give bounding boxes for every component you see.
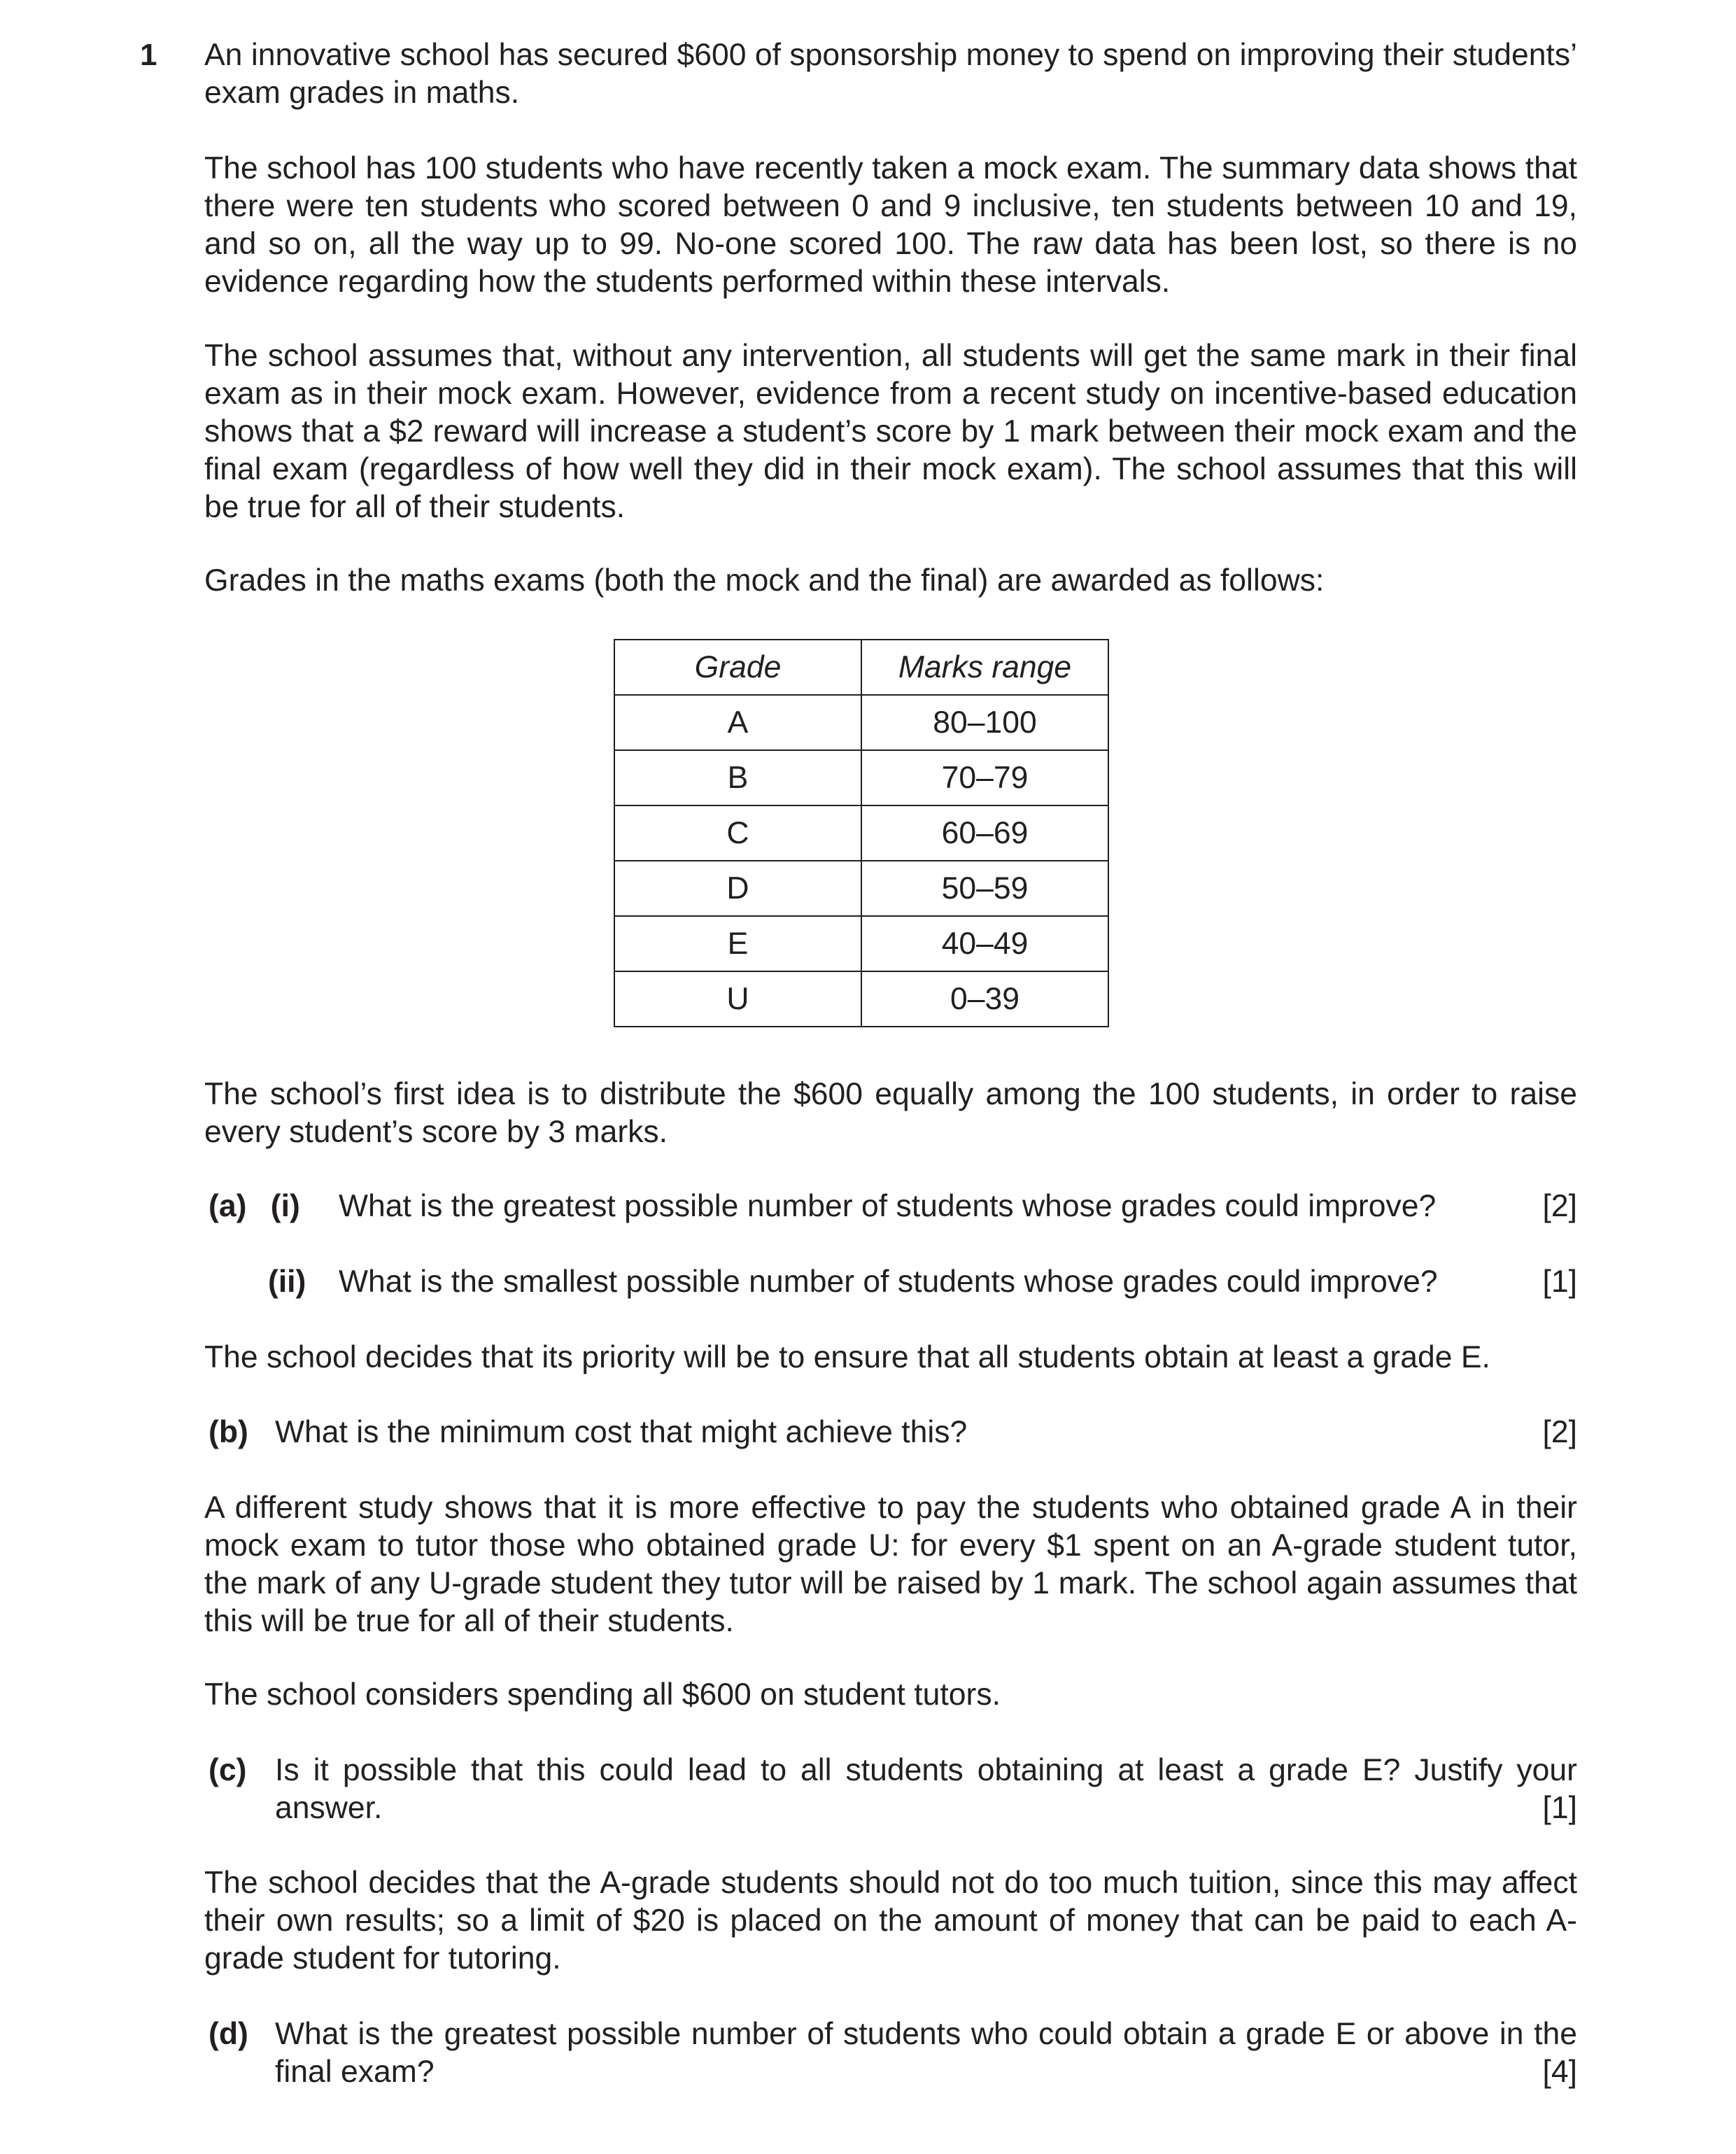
first-idea-paragraph: The school’s first idea is to distribute the $600 equally among the 100 students, in order to raise every student’s score by 3 marks. <box>204 1077 1577 1149</box>
table-row <box>614 750 1108 805</box>
table-row <box>614 971 1108 1027</box>
grade-cell: U <box>614 971 861 1027</box>
table-row <box>614 695 1108 750</box>
grade-cell: D <box>614 861 861 916</box>
mock-exam-paragraph: The school has 100 students who have recently taken a mock exam. The summary data shows that there were ten students who scored between 0 and 9 inclusive, ten students between 10 and 19, and so on, all the way up to 99. No-one scored 100. The raw data has been lost, so there is no evidence regarding how the students performed within these intervals. <box>204 151 1577 299</box>
question-number: 1 <box>140 38 157 72</box>
marks-a-i: [2] <box>1542 1189 1577 1223</box>
grade-cell: A <box>614 695 861 750</box>
subpart-label-ii: (ii) <box>268 1265 306 1299</box>
priority-paragraph: The school decides that its priority will be to ensure that all students obtain at least a grade E. <box>204 1340 1490 1374</box>
question-a-i <box>209 1188 300 1225</box>
grade-table-header-row <box>614 640 1108 695</box>
marks-range-cell: 0–39 <box>861 971 1108 1027</box>
marks-range-cell: 80–100 <box>861 695 1108 750</box>
tutoring-limit-paragraph: The school decides that the A-grade students should not do too much tuition, since this may affect their own results; so a limit of $20 is placed on the amount of money that can be paid to each A-grade student for tutoring. <box>204 1866 1577 1976</box>
grades-intro-paragraph: Grades in the maths exams (both the mock and the final) are awarded as follows: <box>204 563 1325 598</box>
question-a-i-text: What is the greatest possible number of students whose grades could improve? <box>339 1189 1437 1223</box>
grade-table <box>614 639 1109 1027</box>
table-row <box>614 805 1108 861</box>
marks-range-column-header: Marks range <box>861 640 1108 695</box>
part-label-a: (a) <box>209 1189 247 1223</box>
intro-paragraph: An innovative school has secured $600 of sponsorship money to spend on improving their students’ exam grades in maths. <box>204 38 1577 110</box>
part-label-b: (b) <box>209 1415 248 1449</box>
marks-range-cell: 70–79 <box>861 750 1108 805</box>
marks-b: [2] <box>1542 1415 1577 1449</box>
question-c-line-1: Is it possible that this could lead to all students obtaining at least a grade E? Justify your <box>275 1753 1577 1787</box>
marks-range-cell: 60–69 <box>861 805 1108 861</box>
question-c-line-2: answer. <box>275 1791 383 1825</box>
subpart-label-i: (i) <box>270 1189 300 1223</box>
table-row <box>614 861 1108 916</box>
marks-a-ii: [1] <box>1542 1265 1577 1299</box>
grade-cell: E <box>614 916 861 971</box>
marks-range-cell: 50–59 <box>861 861 1108 916</box>
part-label-d: (d) <box>209 2017 248 2051</box>
part-label-c: (c) <box>209 1753 247 1787</box>
tutor-study-paragraph: A different study shows that it is more effective to pay the students who obtained grade A in their mock exam to tutor those who obtained grade U: for every $1 spent on an A-grade student tutor, the mark of any U-grade student they tutor will be raised by 1 mark. The school again assumes that this will be true for all of their students. <box>204 1491 1577 1638</box>
marks-c: [1] <box>1542 1791 1577 1825</box>
grade-column-header: Grade <box>614 640 861 695</box>
spending-paragraph: The school considers spending all $600 on student tutors. <box>204 1677 1001 1712</box>
table-row <box>614 916 1108 971</box>
question-b-text: What is the minimum cost that might achieve this? <box>275 1415 968 1449</box>
question-d-line-2: final exam? <box>275 2055 435 2089</box>
question-a-ii-text: What is the smallest possible number of students whose grades could improve? <box>339 1265 1438 1299</box>
marks-d: [4] <box>1542 2055 1577 2089</box>
assumption-paragraph: The school assumes that, without any intervention, all students will get the same mark in their final exam as in their mock exam. However, evidence from a recent study on incentive-based education shows that a $2 reward will increase a student’s score by 1 mark between their mock exam and the final exam (regardless of how well they did in their mock exam). The school assumes that this will be true for all of their students. <box>204 339 1577 524</box>
question-d-line-1: What is the greatest possible number of students who could obtain a grade E or above in the <box>275 2017 1577 2051</box>
grade-cell: B <box>614 750 861 805</box>
marks-range-cell: 40–49 <box>861 916 1108 971</box>
grade-cell: C <box>614 805 861 861</box>
